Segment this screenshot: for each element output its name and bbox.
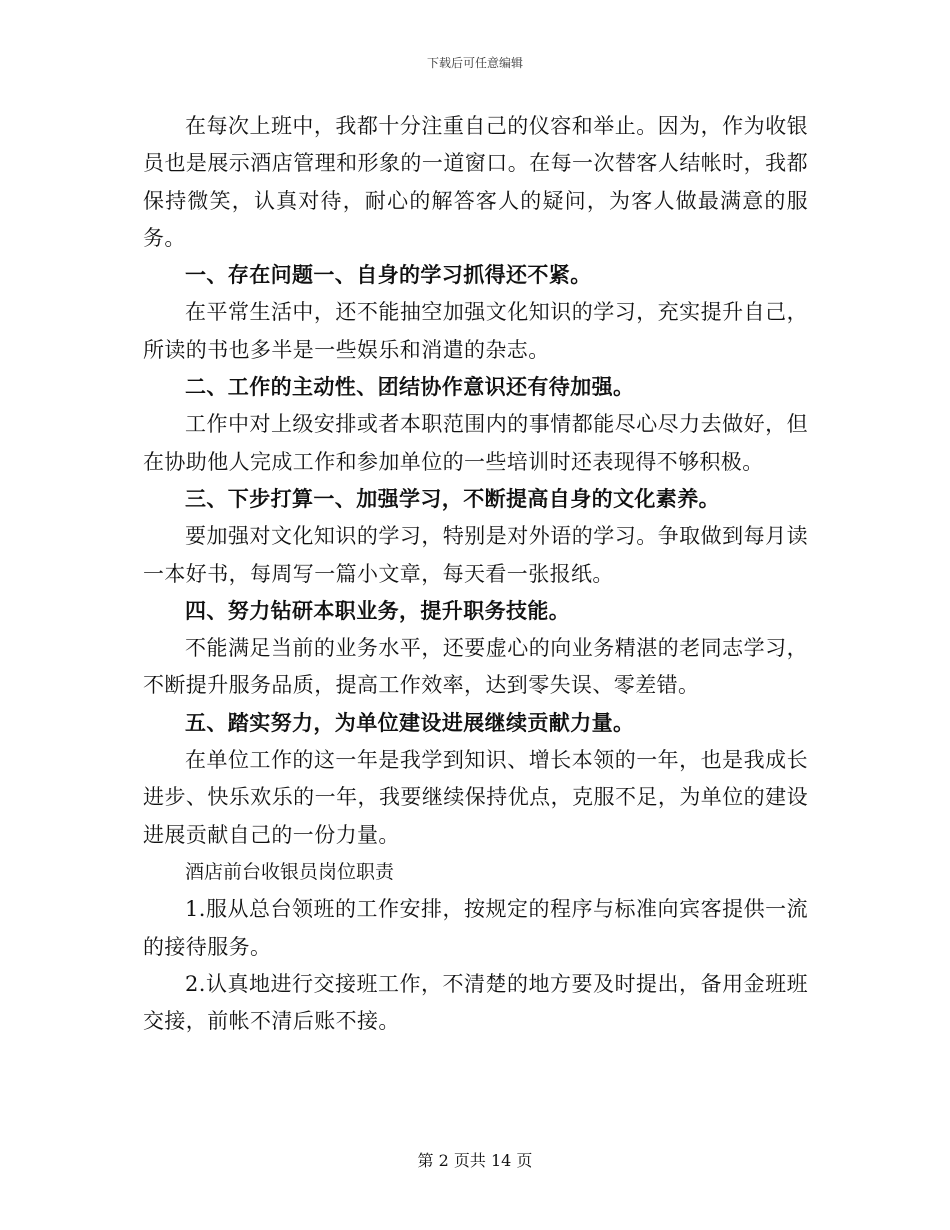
page-footer: 第 2 页共 14 页 [417,1151,533,1170]
duty-item-2: 2.认真地进行交接班工作，不清楚的地方要及时提出，备用金班班交接，前帐不清后账不接。 [143,971,808,1034]
page-header: 下载后可任意编辑 [426,56,523,70]
duty-item-1: 1.服从总台领班的工作安排，按规定的程序与标准向宾客提供一流的接待服务。 [143,897,808,959]
section-heading-5: 五、踏实努力，为单位建设进展继续贡献力量。 [185,710,635,735]
subtitle-job-duties: 酒店前台收银员岗位职责 [185,860,395,883]
paragraph-4: 要加强对文化知识的学习，特别是对外语的学习。争取做到每月读一本好书，每周写一篇小文章，每天看一张报纸。 [143,524,808,586]
paragraph-6: 在单位工作的这一年是我学到知识、增长本领的一年，也是我成长进步、快乐欢乐的一年，我要继续保持优点，克服不足，为单位的建设进展贡献自己的一份力量。 [143,748,808,847]
paragraph-3: 工作中对上级安排或者本职范围内的事情都能尽心尽力去做好，但在协助他人完成工作和参加单位的一些培训时还表现得不够积极。 [143,412,808,474]
paragraph-1: 在每次上班中，我都十分注重自己的仪容和举止。因为，作为收银员也是展示酒店管理和形象的一道窗口。在每一次替客人结帐时，我都保持微笑，认真对待，耐心的解答客人的疑问，为客人做最满意的服务。 [143,114,808,250]
section-heading-2: 二、工作的主动性、团结协作意识还有待加强。 [185,375,635,400]
paragraph-2: 在平常生活中，还不能抽空加强文化知识的学习，充实提升自己，所读的书也多半是一些娱乐和消遣的杂志。 [143,300,808,362]
document-body [143,108,808,1040]
section-heading-3: 三、下步打算一、加强学习，不断提高自身的文化素养。 [185,486,720,511]
section-heading-1: 一、存在问题一、自身的学习抓得还不紧。 [185,263,592,288]
paragraph-5: 不能满足当前的业务水平，还要虚心的向业务精湛的老同志学习，不断提升服务品质，提高工作效率，达到零失误、零差错。 [143,636,808,698]
section-heading-4: 四、努力钻研本职业务，提升职务技能。 [185,598,571,623]
